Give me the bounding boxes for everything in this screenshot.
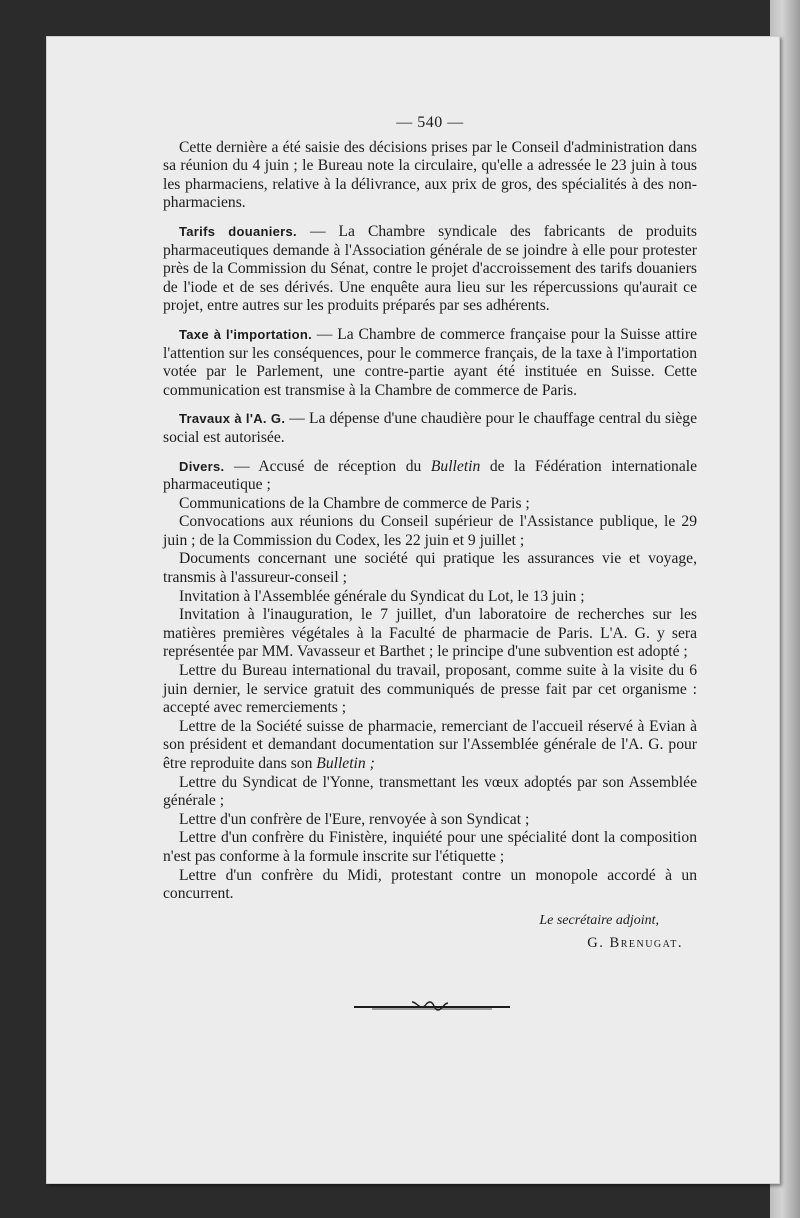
divers-item: Lettre du Bureau international du travail, proposant, comme suite à la visite du 6 juin dernier, le service gratuit des communiqués de presse fait par cet organisme : accepté avec remerciements ; (163, 662, 697, 717)
intro-paragraph: Cette dernière a été saisie des décisions prises par le Conseil d'administration dans sa réunion du 4 juin ; le Bureau note la circulaire, qu'elle a adressée le 23 juin à tous les pharmaciens, relative à la délivrance, aux prix de gros, des spécialités à des non-pharmaciens. (163, 138, 697, 212)
travaux-text: — La dépense d'une chaudière pour le chauffage central du siège social est autorisée. (163, 410, 697, 446)
divers-item: Communications de la Chambre de commerce de Paris ; (179, 494, 530, 512)
signature-name (163, 934, 697, 953)
travaux-paragraph (163, 410, 697, 447)
page-body (163, 114, 697, 953)
taxe-importation-text: — La Chambre de commerce française pour la Suisse attire l'attention sur les conséquences, pour le commerce français, de la taxe à l'importation votée par le Parlement, une contre-partie ayant été instituée en Suisse. Cette communication est transmise à la Chambre de commerce de Paris. (163, 325, 697, 399)
bulletin-title: Bulletin ; (316, 755, 375, 772)
bulletin-title: Bulletin (430, 457, 481, 475)
divers-text-end: de la Fédération internationale pharmaceutique ; (163, 457, 697, 494)
divers-paragraph (163, 458, 697, 495)
travaux-heading: Travaux à l'A. G. (179, 411, 286, 427)
tarifs-douaniers-heading: Tarifs douaniers. (179, 223, 297, 239)
signature-initial: G. (587, 935, 605, 952)
signature-title: Le secrétaire adjoint, (539, 912, 659, 928)
divers-item: Invitation à l'Assemblée générale du Syndicat du Lot, le 13 juin ; (179, 587, 585, 605)
tarifs-douaniers-text: — La Chambre syndicale des fabricants de produits pharmaceutiques demande à l'Association générale de se joindre à elle pour protester près de la Commission du Sénat, contre le projet d'accroissement des tarifs douaniers de l'iode et de ses dérivés. Une enquête aura lieu sur les répercussions qu'aurait ce projet, entre autres sur les produits préparés par ses adhérents. (163, 222, 697, 315)
divers-item: Lettre d'un confrère du Midi, protestant contre un monopole accordé à un concurrent. (163, 866, 697, 903)
divers-item: Lettre d'un confrère de l'Eure, renvoyée à son Syndicat ; (179, 810, 530, 828)
evian-text: Lettre de la Société suisse de pharmacie, remerciant de l'accueil réservé à Evian à son président et demandant documentation sur l'Assemblée générale de l'A. G. pour être reproduite dans son (163, 717, 697, 772)
signature-surname: Brenugat. (609, 935, 683, 952)
taxe-importation-heading: Taxe à l'importation. (179, 326, 313, 342)
page-number: — 540 — (396, 114, 464, 131)
divers-item-evian (163, 718, 697, 774)
tarifs-douaniers-paragraph (163, 223, 697, 316)
divider-ornament (352, 998, 512, 1014)
divers-text: — Accusé de réception du (224, 457, 431, 475)
divers-item: Lettre d'un confrère du Finistère, inquiété pour une spécialité dont la composition n'est pas conforme à la formule inscrite sur l'étiquette ; (163, 829, 697, 865)
document-page (46, 36, 780, 1184)
taxe-importation-paragraph (163, 326, 697, 400)
divers-heading: Divers. (179, 458, 225, 474)
divers-item: Convocations aux réunions du Conseil supérieur de l'Assistance publique, le 29 juin ; de la Commission du Codex, les 22 juin et 9 juillet ; (163, 513, 697, 549)
divers-item: Lettre du Syndicat de l'Yonne, transmettant les vœux adoptés par son Assemblée générale ; (163, 773, 697, 810)
divers-item: Documents concernant une société qui pratique les assurances vie et voyage, transmis à l'assureur-conseil ; (163, 550, 697, 587)
divers-item: Invitation à l'inauguration, le 7 juillet, d'un laboratoire de recherches sur les matières premières végétales à la Faculté de pharmacie de Paris. L'A. G. y sera représentée par MM. Vavasseur et Barthet ; le principe d'une subvention est adopté ; (163, 606, 697, 661)
